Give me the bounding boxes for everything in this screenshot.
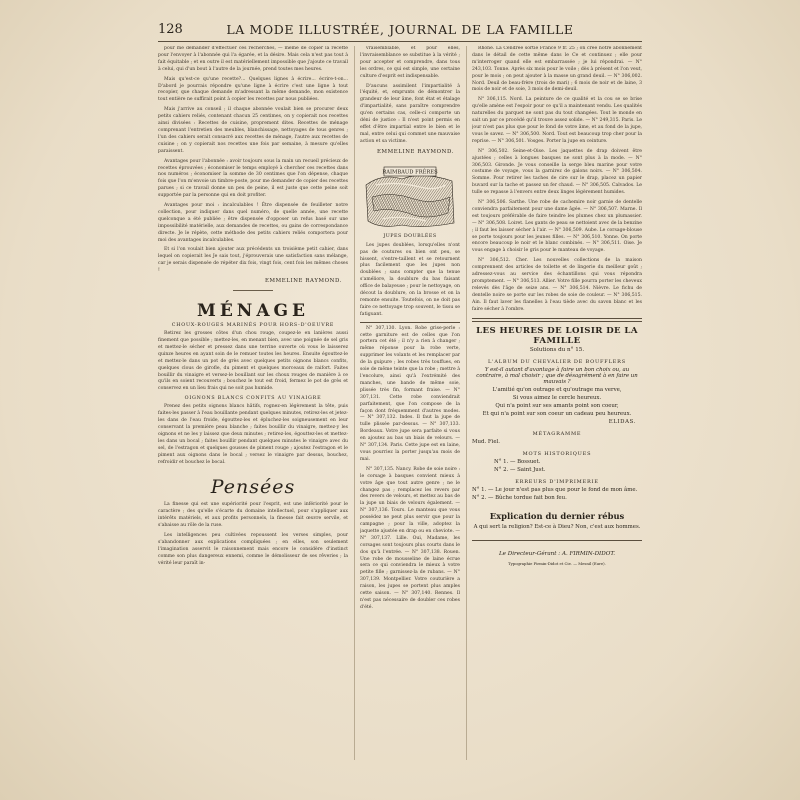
paragraph: Mais j'arrive au conseil ; il chaque abonnée voulait bien se procurer deux petits cahiers reliés, contenant chacun 25 centimes, on y copierait nos recettes ainsi divisées : Recettes de cuisine, proprement dites. Recettes de ménage comprenant l'entretien des meubles, blanchissage, nettoyages de tous genres ; l'un des cahiers serait consacré aux recettes de ménage, l'autre aux recettes de cuisine ; on y copierait nos recettes une fois par semaine, à mesure qu'elles paraissent. (158, 107, 348, 154)
paragraph: Les intelligences peu cultivées repoussent les verses simples, pour s'abandonner aux explications compliquées ; en elles, son seulement l'imagination asservit le raisonnement mais encore le considère d'instinct comme son plus dangereux ennemi, comme le démolisseur de ses rêveries ; la vérité leur paraît in- (158, 533, 348, 566)
album-heading: L'ALBUM DU CHEVALIER DE BOUFFLERS (488, 358, 626, 365)
paragraph: La finesse qui est une supériorité pour l'esprit, est une infériorité pour le caractère ; des qu'elle s'écarte du domaine intellectuel, pour s'appliquer aux intérêts matériels, et aux profits personnels, la finesse fait œuvre servile, et s'abaisse au rôle de la ruse. (158, 502, 348, 529)
paragraph: N° 307,130. Lyon. Robe grise-perle : cette garniture est de celles que l'on portera cet été ; il n'y a rien à changer ; même réponse pour la robe verte, supprimer les volants et les remplacer par de la guipure ; les robes très touffues, en soie de même teinte que la robe ; mettre à l'encolure, ainsi qu'à l'extrémité des manches, une bande de même soie, plissée très fin, formant fraise. — N° 307,131. Cette robe conviendrait parfaitement, que l'on compose de la façon dont fréquemment d'autres modes. — N° 307,132. Indes. Il faut la jupe de tulle plissée par-dessus. — N° 307,133. Bordeaux. Votre jupe sera parfaite si vous en ajoutez au bas un biais de velours. — N° 307,134. Paris. Cette jupe est en laine, vous pourriez la porter jusqu'au mois de mai. (360, 325, 460, 462)
paragraph: Rhône. La Cendrée sortie France 9 fr. 25 ; on crée notre abonnement dans le détail de cette même dans le Ce et continuez ; elle pour m'interroger quand elle est embarrassée ; je lui répondrai. — N° 243,103. Tonne. Après six mois pour le voile ; dès à présent et l'on veut, pour le mois ; on peut ajouter à la masse un grand deuil. — N° 306,002. Nord. Deuil de beau-frère (trois de mari) ; 6 mois de noir et de laine, 3 mois de noir et de soie, 3 mois de demi-deuil. (472, 46, 642, 93)
section-rule (472, 318, 642, 322)
column-3 (472, 46, 642, 760)
signature: EMMELINE RAYMOND. (265, 278, 342, 285)
verse-line: L'amitié qu'on outrage et qu'outrage ma verve, (492, 386, 622, 393)
recipe-subtitle: CHOUX-ROUGES MARINÉS POUR HORS-D'OEUVRE (171, 323, 335, 329)
verse-line: Si vous aimez le cercle heureux. (512, 394, 602, 401)
running-head: LA MODE ILLUSTRÉE, JOURNAL DE LA FAMILLE (226, 22, 574, 37)
paragraph: N° 307,135. Nancy. Robe de soie noire : le corsage à basques convient mieux à votre âge que tout autre genre ; ne le changez pas ; remplacez les revers par des revers de velours, et mettez au bas de la jupe un biais de velours également. — N° 307,136. Tours. Le manteau que vous possédez ne peut plus servir que pour la campagne ; pour la ville, adoptez la jaquette ajustée en drap ou en cheviote. — N° 307,137. Lille. Oui, Madame, les corsages sont toujours plus courts dans le dos qu'à l'entrée. — N° 307,138. Rouen. Une robe de mousseline de laine écrue sera ce qui conviendra le mieux à votre petite fille ; garnissez-la de rubans. — N° 307,139. Montpellier. Votre couturière a raison, les jupes se portent plus amples cette saison. — N° 307,140. Rennes. Il n'est pas nécessaire de doubler ces robes d'été. (360, 466, 460, 610)
column-1 (158, 46, 348, 760)
paragraph: Prenez des petits oignons blancs hâtifs, rognez-en légèrement la tête, puis faites-les passer à l'eau bouillante pendant quelques minutes, retirez-les et jetez-les dans de l'eau froide, égouttez-les et épluchez-les soigneusement en leur conservant la première peau blanche ; faites bouillir du vinaigre, mettez-y les oignons et ne les y laissez que deux minutes ; retirez-les, égouttez-les et mettez-les dans un bocal ; faites bouillir pendant quelques minutes le vinaigre avec du sel, de l'estragon et quelques gousses de piment rouge ; ajoutez l'estragon et le piment aux oignons dans le bocal ; versez le vinaigre par dessus, bouchez, refroidir et bouchez le bocal. (158, 404, 348, 465)
paragraph: N° 306,502. Seine-et-Oise. Les jaquettes de drap doivent être ajustées ; celles à longues basques ne sont plus à la mode. — N° 306,503. Gironde. Je vous conseille la serge bleu marine pour votre costume de voyage, vous la garnirez de galons noirs. — N° 306,504. Somme. Pour retirer les taches de cire sur le drap, placez un papier buvard sur la tache et passez un fer chaud. — N° 306,505. Calvados. Le tulle se repasse à l'envers entre deux linges légèrement humides. (472, 148, 642, 196)
paragraph: N° 306,506. Sarthe. Une robe de cachemire noir garnie de dentelle conviendra parfaitement pour une dame âgée. — N° 306,507. Marne. Il est toujours préférable de faire teindre les plumes chez un plumassier. — N° 306,508. Loiret. Les gants de peau se nettoient avec de la benzine ; il faut les laisser sécher à l'air. — N° 306,509. Aube. Le corsage-blouse se porte toujours pour les jeunes filles. — N° 306,510. Yonne. On porte encore beaucoup le noir et le blanc combinés. — N° 306,511. Oise. Je vous engage à choisir le gris pour le manteau de voyage. (472, 200, 642, 254)
paragraph: N° 306,115. Nord. La peinture de ce qualité et la cou se se brise qu'elle amène est l'espoir pour ce qu'il a maintenant vendu. Les qualités naturelles du parquet ne sont pas du tout changées. Tout le monde en sait un par ce procédé qu'il trouve assez solide. — N° 249,315. Paris. Le jour n'est pas plus que pour le fond de votre âme, et au fond de la jupe, vous le savez. — N° 306,500. Nord. Tout est beaucoup trop cher pour la reprise. — N° 306,501. Vosges. Porter la jupe en ceinture. (472, 97, 642, 144)
director-line: Le Directeur-Gérant : A. FIRMIN-DIDOT. (498, 550, 616, 557)
paragraph: Retirez les grosses côtes d'un chou rouge, coupez-le en lanières aussi finement que possible ; mettez-les, en menant bien, avec une poignée de sel gris et mettez-le sécher et pressez dans une terrine ouverte où vous le laisserez quinze heures en ayant soin de le remuer toutes les heures. Ensuite égouttez-le et mettez-le dans un pot de grès avec quelques petits oignons blancs confits, quelques clous de girofle, du piment et quelques morceaux de raifort. Faites bouillir du vinaigre et versez-le bouillant sur les choux rouges de manière à ce qu'ils en soient recouverts ; bouchez le tout est froid, fermez le pot de grès et conservez en un lieu frais qui ne soit pas humide. (158, 331, 348, 392)
header-rule (158, 41, 642, 42)
paragraph: Avantages pour moi : incalculables ! Être dispensée de feuilleter notre collection, pour indiquer dans quel numéro, de quelle année, une recette quelconque a été publiée ; être dispensée d'opposer un refus basé sur une impossibilité matérielle, aux demandes de recettes, ou gains de correspondance directe. Je le répète, cette méthode des petits cahiers reliés comportera pour moi des avantages incalculables. (158, 203, 348, 243)
mots-label: MOTS HISTORIQUES (522, 450, 592, 457)
engraving-banner: RAIMBAUD FRÈRES (382, 169, 438, 176)
verse-line: Et qui n'a point sur son coeur un cadeau peu heureux. (482, 410, 632, 417)
column-separator (466, 46, 467, 760)
column-separator (354, 46, 355, 760)
rebus-title: Explication du dernier rébus (489, 510, 625, 521)
metagramme-answer: Mud. Fiel. (472, 438, 500, 445)
page-number: 128 (158, 22, 183, 37)
engraving-caption: JUPES DOUBLÉES (383, 233, 437, 239)
paragraph: vraisemblable, et pour elles, l'invraisemblance se substitue à la vérité ; pour accepter et comprendre, dans tous les ordres, ce qui est simple, une certaine culture d'esprit est indispensable. (360, 46, 460, 79)
rebus-text: A qui sert la religion? Est-ce à Dieu? Non, c'est aux hommes. (473, 523, 641, 530)
album-question: Y est-il autant d'avantage à faire un bon choix ou, au contraire, à mal choisir ; que de désagrément à en faire un mauvais ? (476, 366, 638, 385)
fabric-engraving-icon (362, 163, 458, 231)
paragraph: Les jupes doublées, lorsqu'elles n'ont pas de coutures ou bien ont peu, se hissent, s'entre-taillent et se retournent plus facilement que les jupes non doublées ; sans compter que la tenue s'améliore, la doublure du bas faisant office de balayeuse ; pour le nettoyage, on décout la doublure, on la brosse et on la remonte ensuite. Toutefois, on ne doit pas faire ce nettoyage trop souvent, le tissu se fatiguant. (360, 242, 460, 317)
paragraph: Et si l'on voulait bien ajouter aux précédents un troisième petit cahier, dans lequel on copierait les Je sais tout, j'éprouverais une satisfaction sans mélange, car je serais dispensée de répéter dix fois, vingt fois, cent fois les mêmes choses ! (158, 247, 348, 274)
section-title-menage: MÉNAGE (197, 301, 309, 322)
column-2 (360, 46, 460, 760)
paragraph: pour me demander d'effectuer ces recherches, — même de copier la recette pour l'envoyer à l'abonnée qui l'a égarée, et la désire. Mais cela n'est pas tout à fait équitable ; et en outre il est matériellement impossible que j'ajoute ce travail à celui, qui d'un bout à l'autre de la journée, prend toutes mes heures. (158, 46, 348, 72)
page-header (158, 22, 642, 40)
paragraph: Mais qu'est-ce qu'une recette?... Quelques lignes à écrire... écrire-t-on... D'abord je pourrais répondre qu'une ligne à écrire c'est une ligne à tout recopier, que chaque demande m'adressant la même demande, mon existence tout entière ne suffirait point à copier les recettes par nous publiées. (158, 76, 348, 103)
section-title-loisirs: LES HEURES DE LOISIR DE LA FAMILLE (476, 325, 638, 346)
verse-author: ELIDAS. (608, 418, 636, 425)
erreurs-answer: N° 2. — Bûche tordue fait bon feu. (472, 494, 567, 501)
divider (233, 290, 273, 291)
paragraph: N° 306,512. Cher. Les nouvelles collections de la maison comprennent des articles de toilette et de lingerie du meilleur goût ; adressez-vous au service des échantillons qui vous répondra promptement. — N° 306,513. Allier. Votre fille pourra porter les cheveux relevés dès l'âge de seize ans. — N° 306,514. Nièvre. Le fichu de dentelle noire se porte sur les robes de soie de couleur. — N° 306,515. Ain. Il faut laver les flanelles à l'eau tiède avec du savon blanc et les faire sécher à l'ombre. (472, 258, 642, 312)
recipe-subtitle: OIGNONS BLANCS CONFITS AU VINAIGRE (184, 396, 322, 402)
paragraph: Avantages pour l'abonnée : avoir toujours sous la main un recueil précieux de recettes éprouvées ; économiser le temps employé à chercher ces recettes dans nos numéros ; économiser la somme de 30 centimes que l'on dépense, chaque fois que l'on m'envoie un timbre-poste, pour me demander de copier des recettes parues ; si ce travail donne un peu de peine, il est juste que cette peine soit supportée par la personne qui en doit profiter. (158, 158, 348, 199)
section-title-pensees: Pensées (210, 476, 296, 499)
divider (360, 322, 460, 323)
verse-line: Qui n'a point sur ses amants point son coeur, (495, 402, 619, 409)
imprint-line: Typographie Firmin-Didot et Cie. — Mesnil (Eure). (508, 560, 606, 566)
divider (472, 540, 642, 541)
solutions-subtitle: Solutions du n° 15. (529, 346, 585, 353)
signature: EMMELINE RAYMOND. (377, 148, 454, 155)
paragraph: D'aucuns assimilent l'impartialité à l'équité, et, emprunts de démontrer la grandeur de leur âme, font état et étalage d'impartialité, sans paraître comprendre qu'en certains cas, celle-ci comporte un déni de justice : Il n'est point permis en effet d'être impartial entre le bien et le mal, entre celui qui commet une mauvaise action et sa victime. (360, 83, 460, 144)
mots-answer: N° 2. — Saint Just. (494, 466, 546, 473)
erreurs-answer: N° 1. — Le jour n'est pas plus que pour le fond de mon âme. (472, 486, 638, 493)
metagramme-label: MÉTAGRAMME (532, 430, 582, 437)
engraving-illustration (362, 163, 458, 231)
erreurs-label: ERREURS D'IMPRIMERIE (515, 478, 599, 485)
mots-answer: N° 1. — Bossuet. (494, 458, 541, 465)
